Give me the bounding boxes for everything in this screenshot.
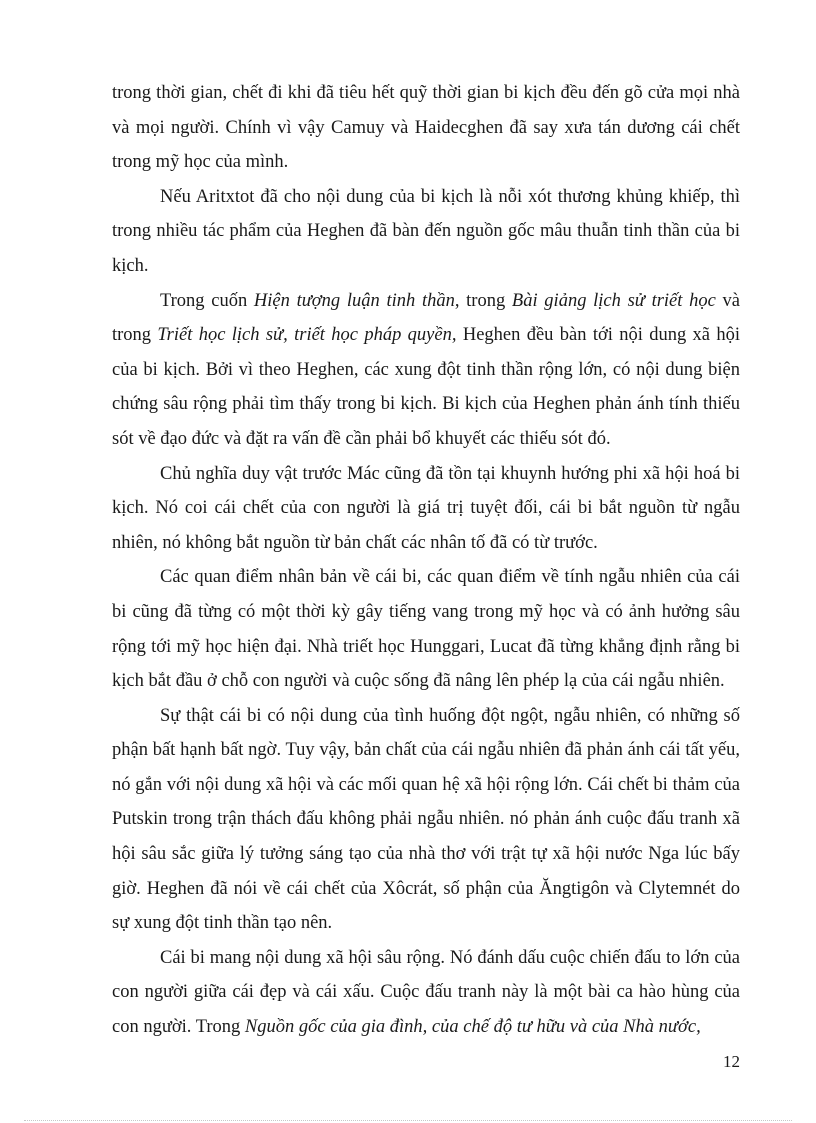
paragraph-text: trong thời gian, chết đi khi đã tiêu hết quỹ thời gian bi kịch đều đến gõ cửa mọi nhà và mọi người. Chính vì vậy Camuy và Haidecghen đã say xưa tán dương cái chết trong mỹ học của mình.: [112, 83, 740, 173]
paragraph-text: và trong: [112, 290, 740, 346]
paragraph: [112, 284, 740, 457]
paragraph-text: Trong cuốn: [160, 290, 254, 311]
paragraph-text: Cái bi mang nội dung xã hội sâu rộng. Nó đánh dấu cuộc chiến đấu to lớn của con người giữa cái đẹp và cái xấu. Cuộc đấu tranh này là một bài ca hào hùng của con người. Trong: [112, 947, 740, 1038]
italic-title-text: Triết học lịch sử, triết học pháp quyền,: [157, 325, 457, 346]
paragraph-text: Sự thật cái bi có nội dung của tình huống đột ngột, ngẫu nhiên, có những số phận bất hạnh bất ngờ. Tuy vậy, bản chất của cái ngẫu nhiên đã phản ánh cái tất yếu, nó gắn với nội dung xã hội và các mối quan hệ xã hội rộng lớn. Cái chết bi thảm của Putskin trong trận thách đấu không phải ngẫu nhiên. nó phản ánh cuộc đấu tranh xã hội sâu sắc giữa lý tưởng sáng tạo của nhà thơ với trật tự xã hội nước Nga lúc bấy giờ. Heghen đã nói về cái chết của Xôcrát, số phận của Ăngtigôn và Clytemnét do sự xung đột tinh thần tạo nên.: [112, 705, 740, 934]
paragraph-text: , trong: [454, 290, 512, 311]
paragraph-text: Heghen đều bàn tới nội dung xã hội của bi kịch. Bởi vì theo Heghen, các xung đột tinh thần rộng lớn, có nội dung biện chứng sâu rộng phải tìm thấy trong bi kịch. Bi kịch của Heghen phản ánh tính thiếu sót về đạo đức và đặt ra vấn đề cần phải bổ khuyết các thiếu sót đó.: [112, 325, 740, 449]
paragraph-text: Nếu Aritxtot đã cho nội dung của bi kịch là nỗi xót thương khủng khiếp, thì trong nhiều tác phẩm của Heghen đã bàn đến nguồn gốc mâu thuẫn tinh thần của bi kịch.: [112, 186, 740, 276]
italic-title-text: Nguồn gốc của gia đình, của chế độ tư hữu và của Nhà nước,: [244, 1017, 701, 1038]
paragraph-text: Chủ nghĩa duy vật trước Mác cũng đã tồn tại khuynh hướng phi xã hội hoá bi kịch. Nó coi cái chết của con người là giá trị tuyệt đối, cái bi bắt nguồn từ ngẫu nhiên, nó không bắt nguồn từ bản chất các nhân tố đã có từ trước.: [112, 463, 740, 553]
page-bottom-divider: [24, 1120, 792, 1121]
paragraph-text: Các quan điểm nhân bản về cái bi, các quan điểm về tính ngẫu nhiên của cái bi cũng đã từng có một thời kỳ gây tiếng vang trong mỹ học và có ảnh hưởng sâu rộng tới mỹ học hiện đại. Nhà triết học Hunggari, Lucat đã từng khẳng định rằng bi kịch bắt đầu ở chỗ con người và cuộc sống đã nâng lên phép lạ của cái ngẫu nhiên.: [112, 567, 740, 692]
paragraph: [112, 457, 740, 561]
page-number: 12: [723, 1052, 740, 1071]
paragraph: [112, 76, 740, 180]
body-text: [112, 76, 740, 1045]
paragraph: [112, 180, 740, 284]
paragraph: [112, 560, 740, 698]
paragraph: [112, 699, 740, 941]
italic-title-text: Bài giảng lịch sử triết học: [511, 290, 716, 311]
italic-title-text: Hiện tượng luận tinh thần: [253, 290, 455, 311]
paragraph: [112, 941, 740, 1045]
